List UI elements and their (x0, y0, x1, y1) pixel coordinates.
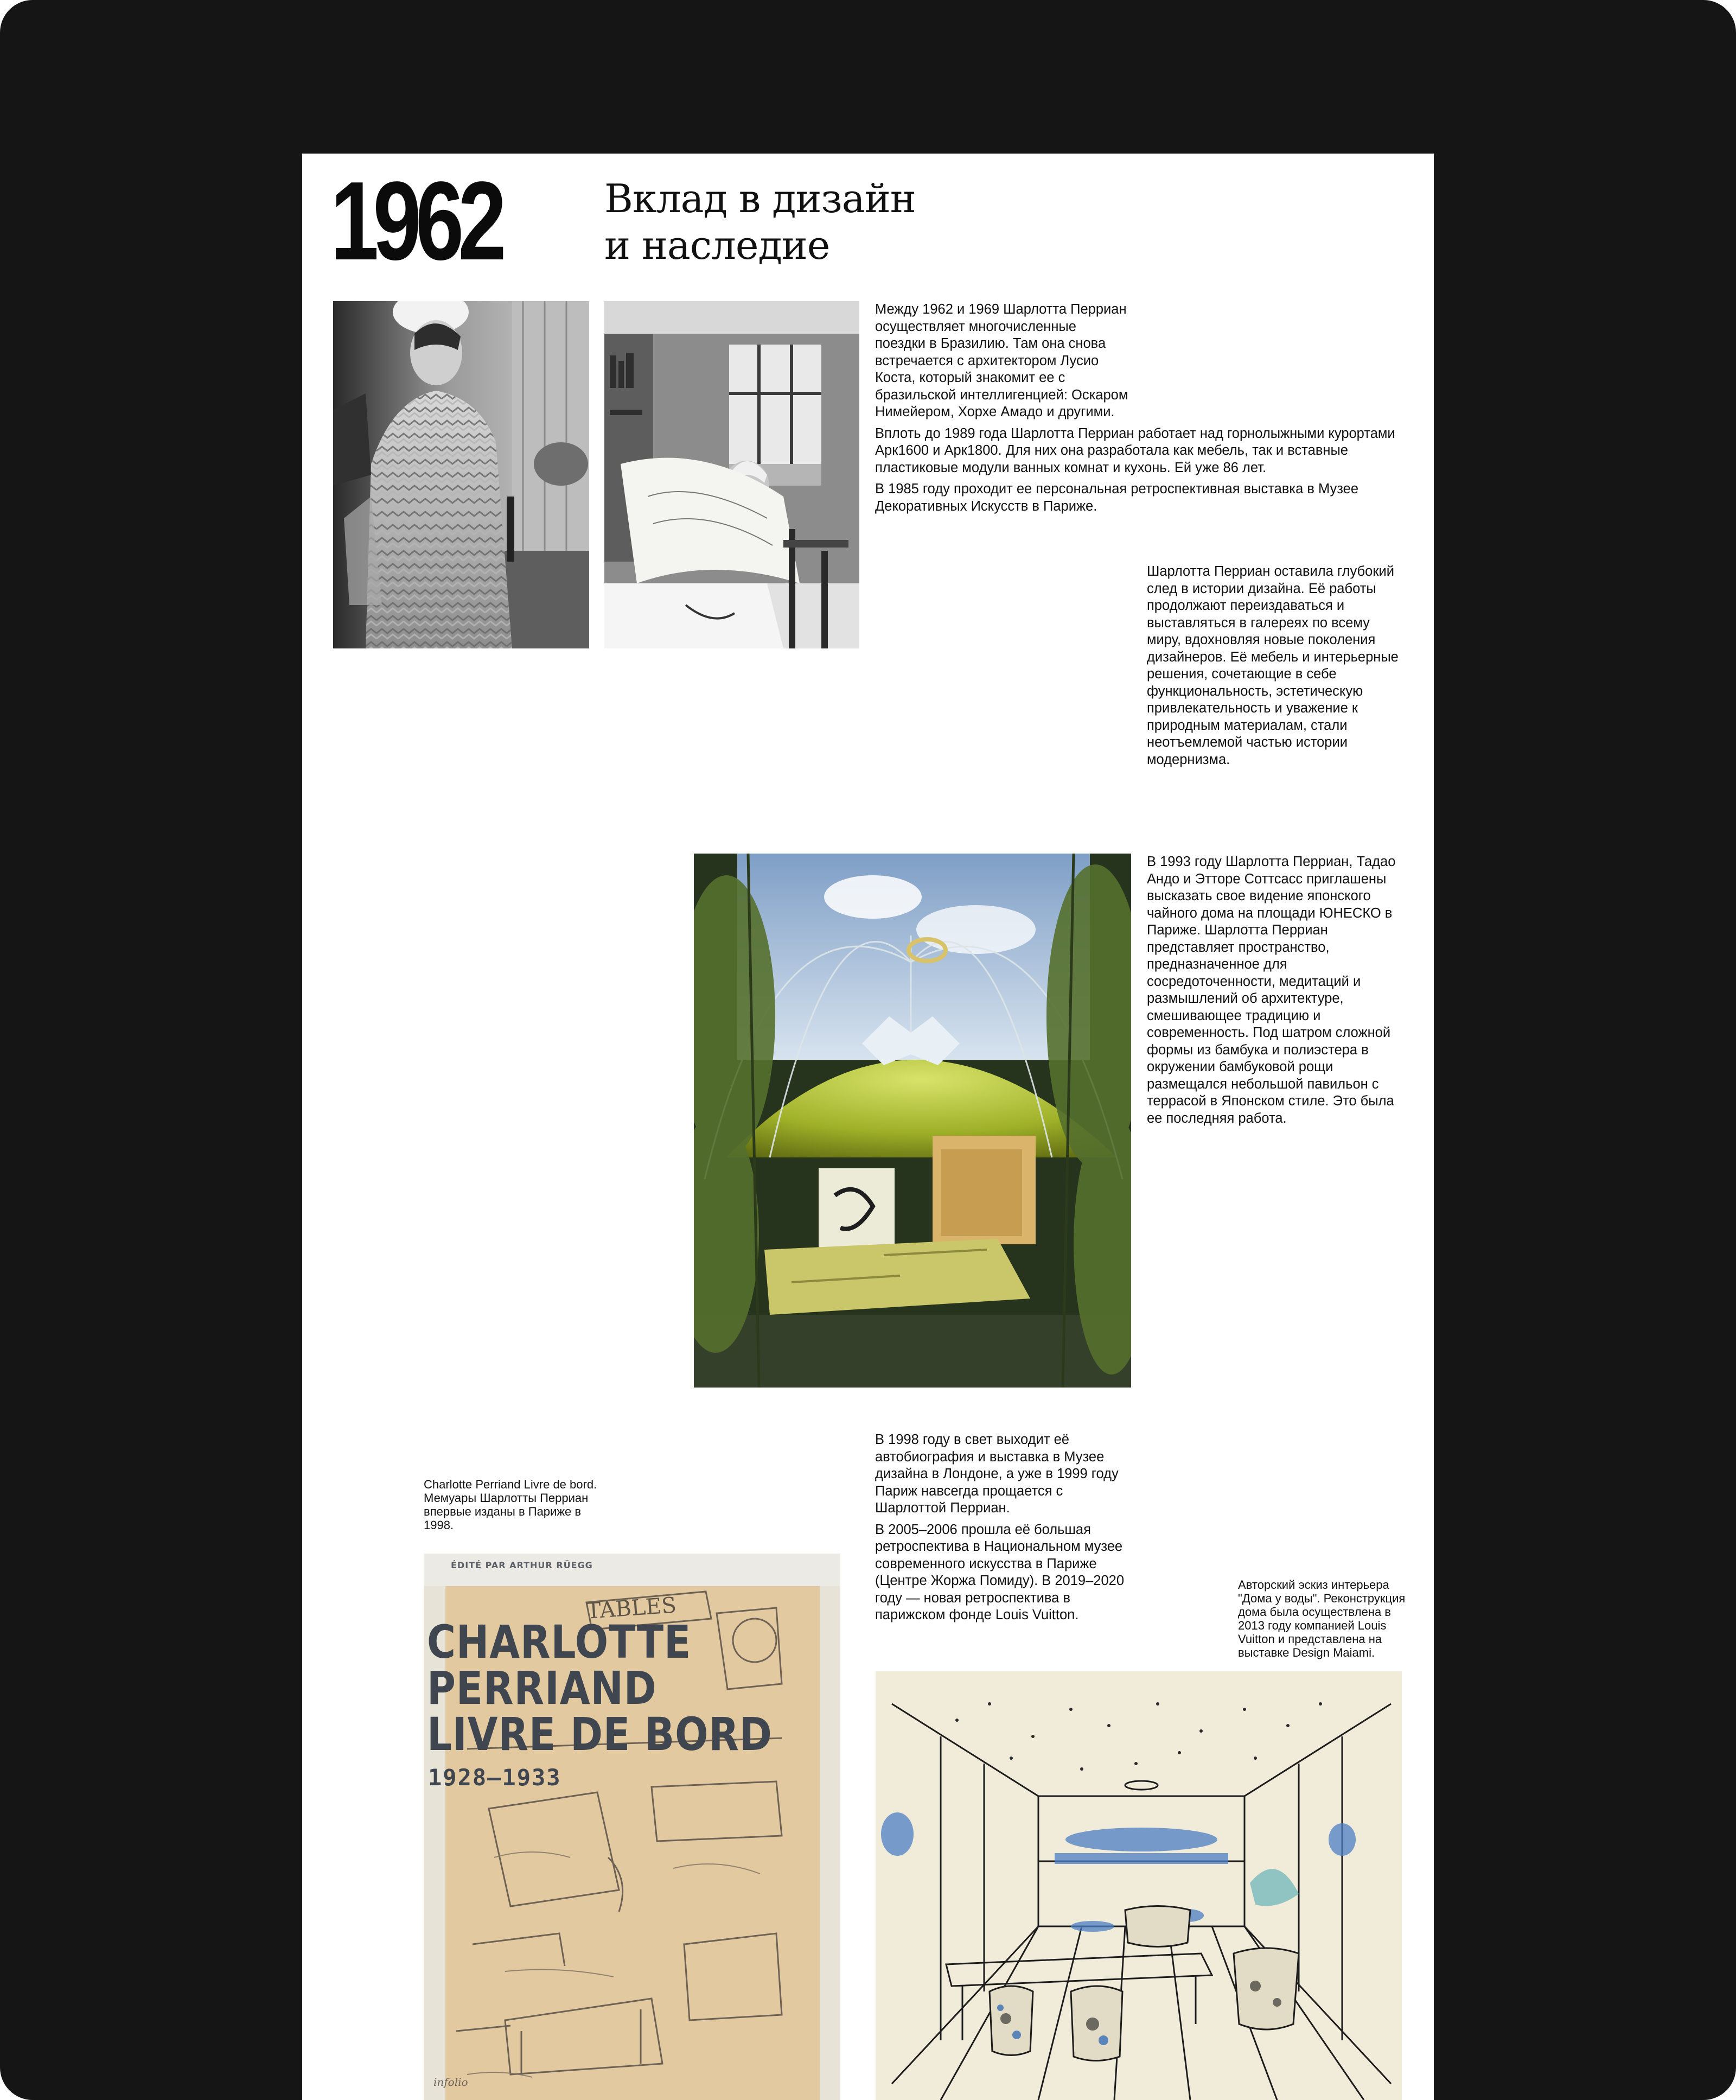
page-title-line-2: и наследие (604, 222, 830, 268)
book-title-line-2: PERRIAND (427, 1662, 657, 1715)
book-editor: ÉDITÉ PAR ARTHUR RÜEGG (451, 1560, 593, 1570)
page-title-line-1: Вклад в дизайн (604, 176, 916, 221)
model-photo-image (333, 301, 589, 648)
book-years: 1928–1933 (428, 1764, 561, 1791)
interior-sketch-image (876, 1671, 1402, 2100)
legacy-paragraph: Шарлотта Перриан оставила глубокий след в истории дизайна. Её работы продолжают переиздаваться и выставляться в галереях по всему миру, вдохновляя новые поколения дизайнеров. Её мебель и интерьерные решения, сочетающие в себе функциональность, эстетическую привлекательность и уважение к природным материалам, стали неотъемлемой частью истории модернизма. (1147, 564, 1399, 767)
autobiography-paragraph: В 1998 году в свет выходит её автобиография и выставка в Музее дизайна в Лондоне, а уже в 1999 году Париж навсегда прощается с Шарлоттой Перриан. (875, 1432, 1119, 1516)
sketch-caption: Авторский эскиз интерьера "Дома у воды". Реконструкция дома была осуществлена в 2013 году компанией Louis Vuitton и представлена на выставке Design Maiami. (1238, 1578, 1406, 1659)
book-caption: Charlotte Perriand Livre de bord. Мемуары Шарлотты Перриан впервые изданы в Париже в 1998. (424, 1478, 597, 1532)
tea-house-photo (694, 854, 1131, 1388)
book-cover (424, 1554, 840, 2100)
perriand-studio-photo (604, 301, 859, 648)
interior-sketch (876, 1671, 1402, 2100)
resorts-paragraph: Вплоть до 1989 года Шарлотта Перриан работает над горнолыжными курортами Арк1600 и Арк1800. Для них она разработала как мебель, так и вставные пластиковые модули ванных комнат и кухонь. Ей уже 86 лет. (875, 425, 1395, 475)
book-publisher: infolio (433, 2076, 468, 2089)
late-retrospectives-paragraph: В 2005–2006 прошла её большая ретроспектива в Национальном музее современного искусства в Париже (Центре Жоржа Помиду). В 2019–2020 году — новая ретроспектива в парижском фонде Louis Vuitton. (875, 1522, 1124, 1622)
tea-house-paragraph: В 1993 году Шарлотта Перриан, Тадао Андо и Этторе Соттсасс приглашены высказать свое видение японского чайного дома на площади ЮНЕСКО в Париже. Шарлотта Перриан представляет пространство, предназначенное для сосредоточенности, медитаций и размышлений об архитектуре, смешивающее традицию и современность. Под шатром сложной формы из бамбука и полиэстера в окружении бамбуковой рощи размещался небольшой павильон с террасой в Японском стиле. Это была ее последняя работа. (1147, 854, 1396, 1126)
book-title-line-1: CHARLOTTE (427, 1615, 692, 1669)
year-heading: 1962 (330, 158, 501, 283)
model-photo (333, 301, 589, 648)
tea-house-image (694, 854, 1131, 1388)
book-title-line-3: LIVRE DE BORD (427, 1708, 773, 1761)
article-page (302, 154, 1434, 2100)
upper-text-column (875, 301, 1407, 519)
perriand-studio-image (604, 301, 859, 648)
page-title (604, 175, 1093, 269)
book-sketch-label: TABLES (585, 1593, 678, 1624)
retrospective-1985-paragraph: В 1985 году проходит ее персональная ретроспективная выставка в Музее Декоративных Искусств в Париже. (875, 481, 1359, 514)
lower-text-column (875, 1431, 1130, 1628)
brazil-paragraph: Между 1962 и 1969 Шарлотта Перриан осуществляет многочисленные поездки в Бразилию. Там она снова встречается с архитектором Лусио Коста, который знакомит ее с бразильской интеллигенцией: Оскаром Нимейером, Хорхе Амадо и другими. (875, 302, 1128, 419)
